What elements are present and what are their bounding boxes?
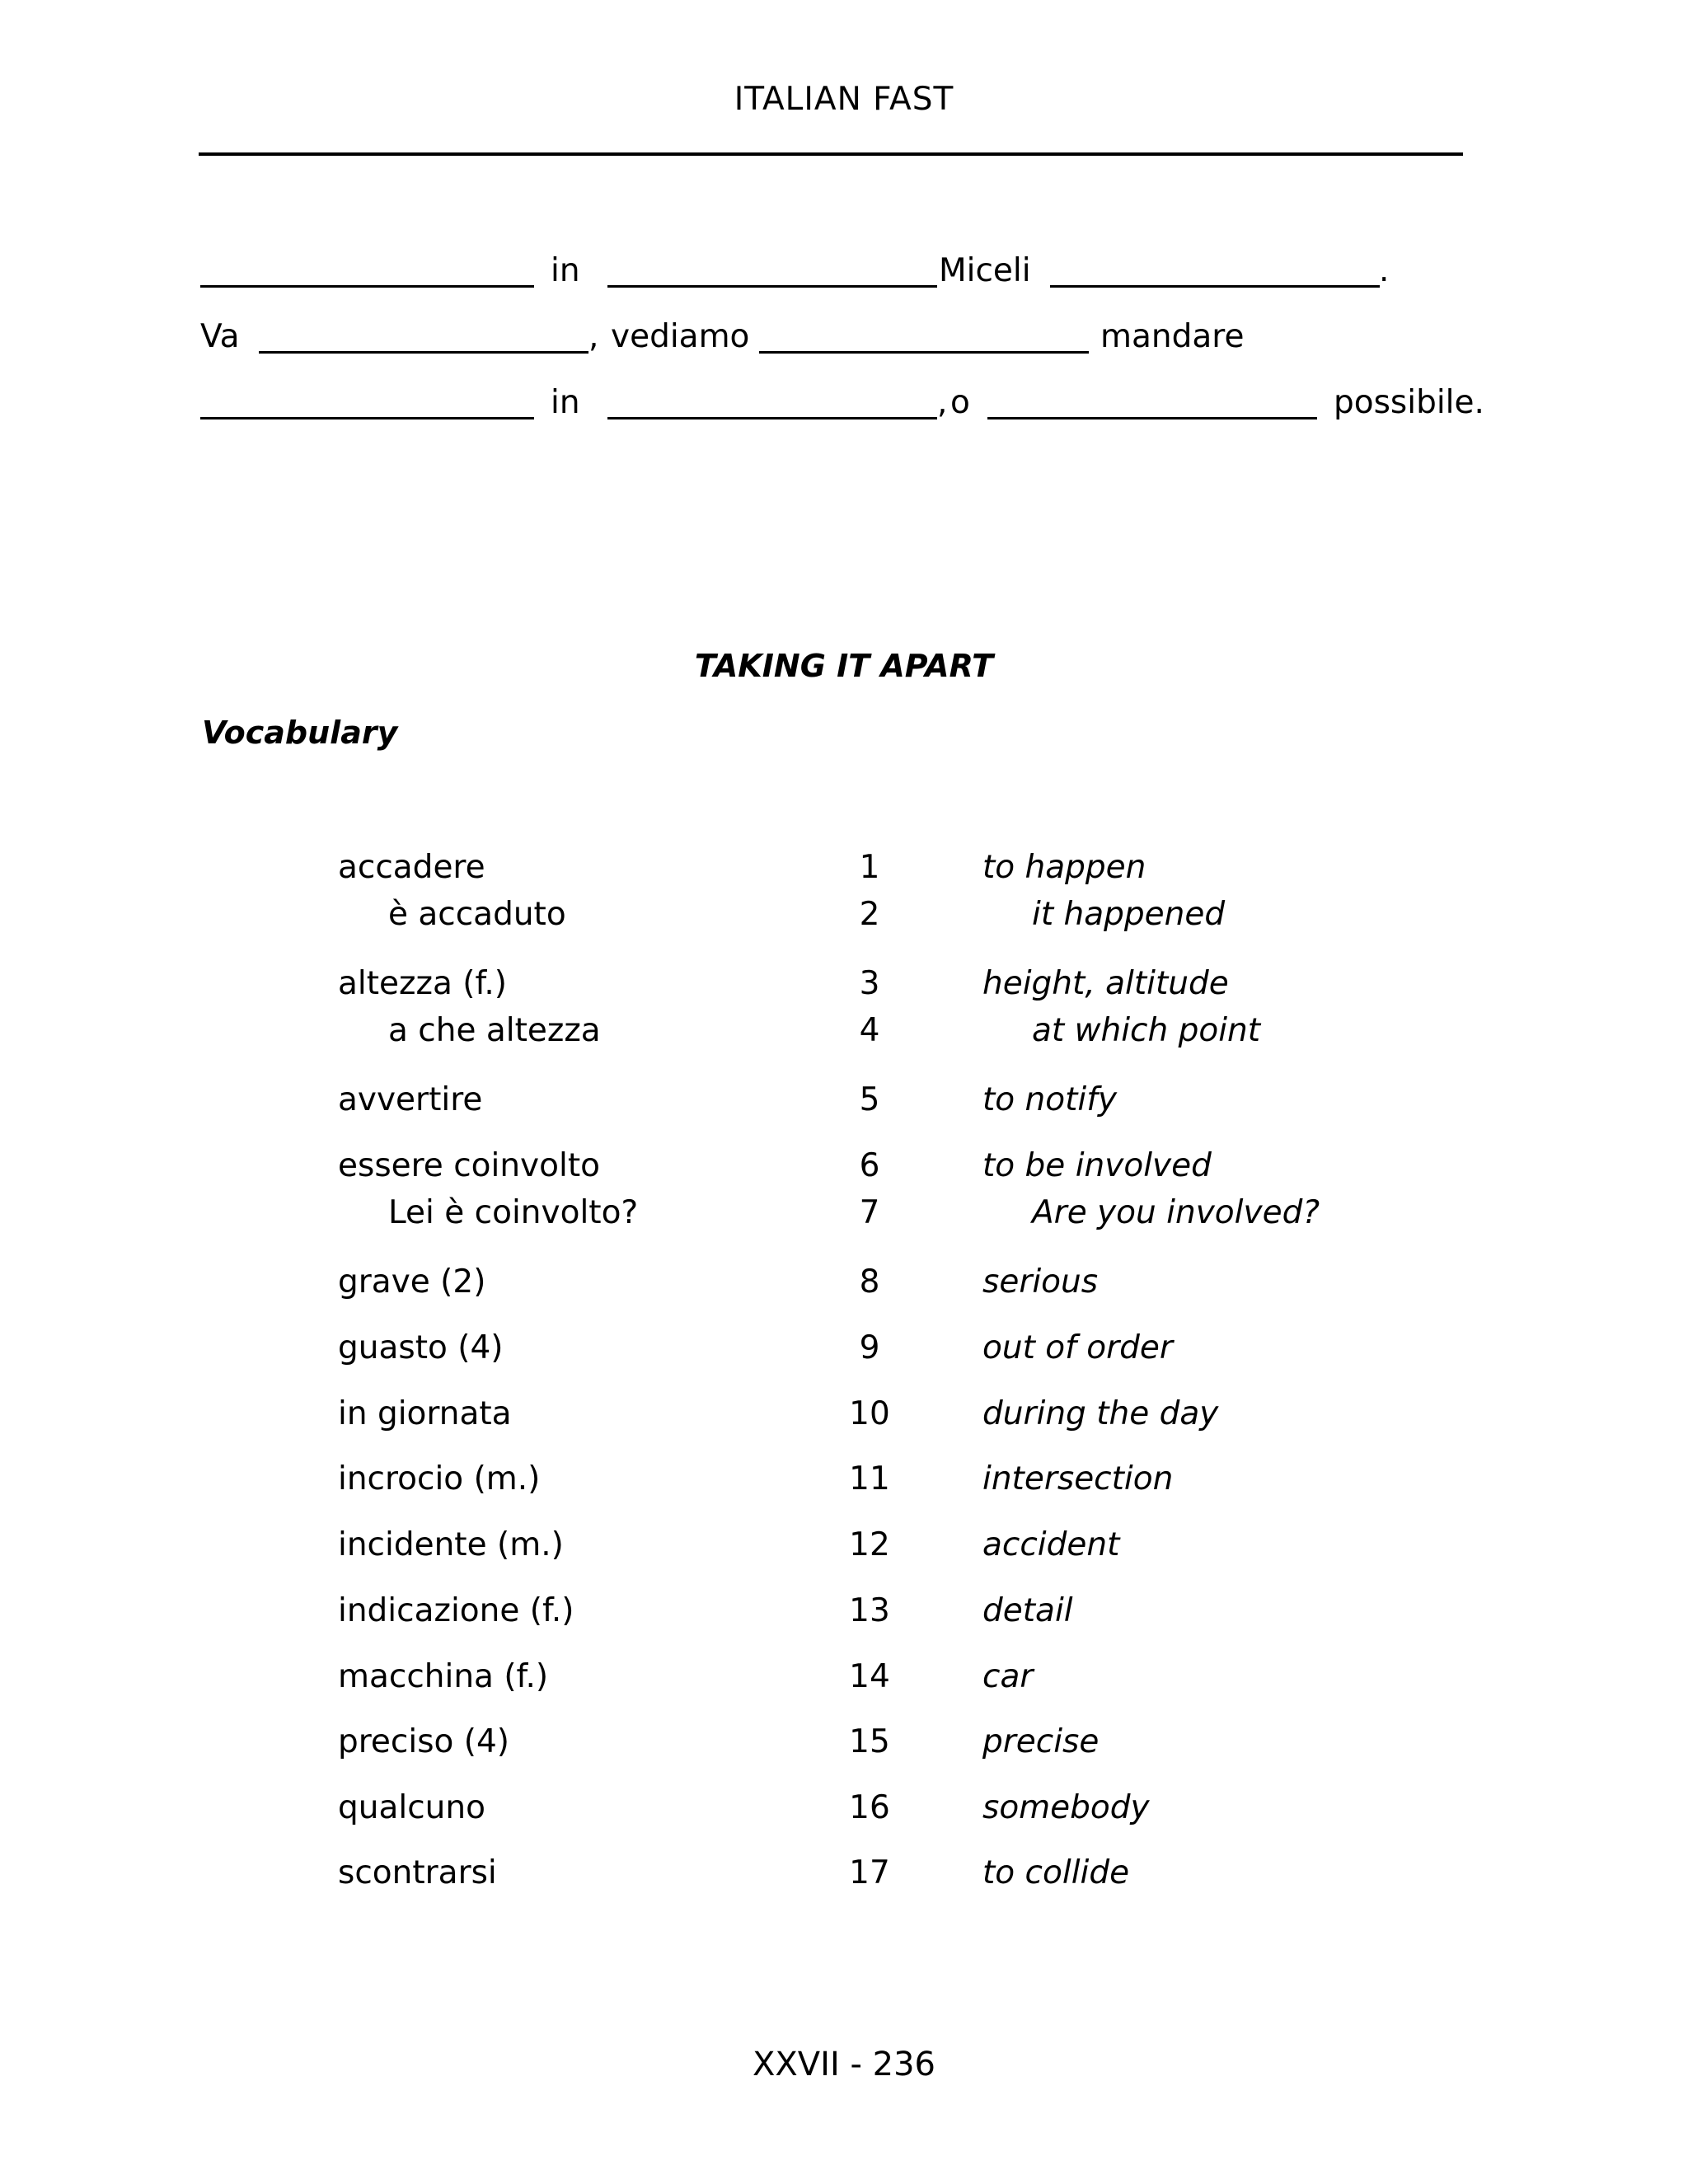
vocab-term: Lei è coinvolto? xyxy=(388,1194,639,1231)
fill-in-comma: , xyxy=(937,384,948,421)
vocab-row xyxy=(0,1658,1688,1699)
header-divider xyxy=(199,152,1463,156)
vocab-meaning: serious xyxy=(982,1263,1099,1301)
vocab-term: essere coinvolto xyxy=(338,1147,600,1184)
vocab-meaning: to collide xyxy=(982,1854,1130,1891)
vocab-meaning: car xyxy=(982,1658,1034,1695)
fill-in-word: in xyxy=(551,384,580,421)
vocab-row xyxy=(0,849,1688,890)
vocab-row xyxy=(0,1789,1688,1830)
vocab-number: 2 xyxy=(859,896,880,933)
vocab-row xyxy=(0,1081,1688,1122)
vocab-term: indicazione (f.) xyxy=(338,1592,574,1629)
blank-field[interactable] xyxy=(1050,285,1380,288)
vocab-meaning: Are you involved? xyxy=(1032,1194,1320,1231)
blank-field[interactable] xyxy=(607,285,937,288)
vocab-number: 4 xyxy=(859,1012,880,1049)
vocab-row xyxy=(0,1854,1688,1896)
vocab-term: grave (2) xyxy=(338,1263,486,1301)
fill-in-word: in xyxy=(551,252,580,289)
vocab-row xyxy=(0,1395,1688,1436)
fill-in-word: mandare xyxy=(1100,318,1245,355)
vocab-meaning: somebody xyxy=(982,1789,1150,1826)
vocab-row xyxy=(0,1263,1688,1305)
vocab-number: 12 xyxy=(849,1526,890,1563)
vocab-number: 7 xyxy=(859,1194,880,1231)
vocab-meaning: height, altitude xyxy=(982,965,1229,1002)
vocab-row xyxy=(0,1147,1688,1188)
vocab-number: 3 xyxy=(859,965,880,1002)
page-header-title: ITALIAN FAST xyxy=(734,81,954,118)
vocab-number: 16 xyxy=(849,1789,890,1826)
vocab-meaning: it happened xyxy=(1032,896,1226,933)
fill-in-word: vediamo xyxy=(611,318,750,355)
fill-in-word: Miceli xyxy=(939,252,1031,289)
vocab-term: guasto (4) xyxy=(338,1329,504,1366)
vocab-term: accadere xyxy=(338,849,485,886)
vocab-number: 8 xyxy=(859,1263,880,1301)
subsection-title: Vocabulary xyxy=(202,715,398,751)
vocab-number: 10 xyxy=(849,1395,890,1432)
vocab-term: macchina (f.) xyxy=(338,1658,549,1695)
fill-in-word: possibile. xyxy=(1334,384,1484,421)
vocab-row xyxy=(0,1460,1688,1502)
fill-in-word: Va xyxy=(200,318,240,355)
vocab-term: a che altezza xyxy=(388,1012,601,1049)
vocab-number: 6 xyxy=(859,1147,880,1184)
vocab-term: altezza (f.) xyxy=(338,965,507,1002)
vocab-meaning: accident xyxy=(982,1526,1120,1563)
fill-in-period: . xyxy=(1379,252,1390,289)
blank-field[interactable] xyxy=(200,417,534,419)
blank-field[interactable] xyxy=(607,417,937,419)
vocab-meaning: detail xyxy=(982,1592,1073,1629)
vocab-meaning: to happen xyxy=(982,849,1146,886)
vocab-term: avvertire xyxy=(338,1081,483,1118)
vocab-number: 13 xyxy=(849,1592,890,1629)
page-number: XXVII - 236 xyxy=(753,2046,935,2083)
vocab-term: incidente (m.) xyxy=(338,1526,564,1563)
vocab-row xyxy=(0,896,1688,937)
vocab-term: è accaduto xyxy=(388,896,566,933)
vocab-term: qualcuno xyxy=(338,1789,485,1826)
blank-field[interactable] xyxy=(200,285,534,288)
vocab-number: 14 xyxy=(849,1658,890,1695)
fill-in-word: o xyxy=(950,384,970,421)
vocab-number: 5 xyxy=(859,1081,880,1118)
vocab-meaning: during the day xyxy=(982,1395,1219,1432)
vocab-number: 1 xyxy=(859,849,880,886)
vocab-number: 15 xyxy=(849,1723,890,1760)
blank-field[interactable] xyxy=(987,417,1317,419)
fill-in-comma: , xyxy=(588,318,599,355)
vocab-term: incrocio (m.) xyxy=(338,1460,541,1497)
vocab-number: 11 xyxy=(849,1460,890,1497)
vocab-row xyxy=(0,1012,1688,1053)
vocab-meaning: precise xyxy=(982,1723,1100,1760)
vocab-term: in giornata xyxy=(338,1395,512,1432)
blank-field[interactable] xyxy=(259,351,588,354)
vocab-number: 17 xyxy=(849,1854,890,1891)
vocab-meaning: to be involved xyxy=(982,1147,1212,1184)
vocab-meaning: intersection xyxy=(982,1460,1174,1497)
vocab-row xyxy=(0,1526,1688,1568)
vocab-meaning: to notify xyxy=(982,1081,1118,1118)
blank-field[interactable] xyxy=(759,351,1089,354)
vocab-meaning: out of order xyxy=(982,1329,1173,1366)
vocab-number: 9 xyxy=(859,1329,880,1366)
vocab-row xyxy=(0,1592,1688,1633)
vocab-term: preciso (4) xyxy=(338,1723,510,1760)
vocab-meaning: at which point xyxy=(1032,1012,1261,1049)
vocab-row xyxy=(0,965,1688,1006)
vocab-row xyxy=(0,1723,1688,1765)
vocab-row xyxy=(0,1329,1688,1371)
vocab-row xyxy=(0,1194,1688,1235)
section-title: TAKING IT APART xyxy=(694,648,994,684)
vocab-term: scontrarsi xyxy=(338,1854,497,1891)
